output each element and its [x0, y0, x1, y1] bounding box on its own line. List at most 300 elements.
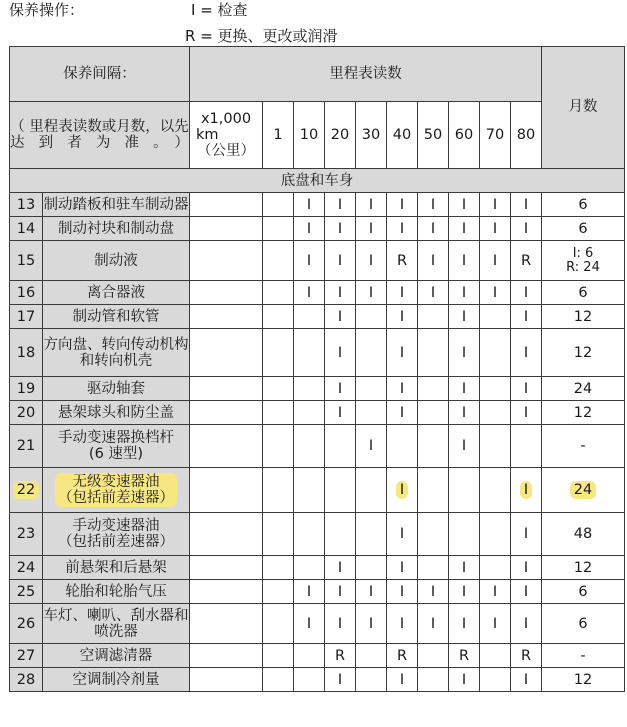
schedule-mark: I: [461, 220, 467, 237]
schedule-cell: [511, 468, 542, 513]
condition-note: （ 里程表读数或月数，以先达到者为准。）: [10, 102, 190, 169]
schedule-mark: I: [337, 671, 343, 688]
months-cell: [542, 425, 625, 468]
schedule-cell: [418, 556, 449, 580]
schedule-cell: [294, 580, 325, 604]
schedule-mark: I: [430, 284, 436, 301]
unit-line-2: km: [196, 127, 219, 143]
item-name-text: 离合器液: [87, 284, 145, 301]
item-number-text: 20: [16, 404, 36, 421]
item-number-text: 28: [16, 671, 36, 688]
schedule-mark: I: [337, 344, 343, 361]
schedule-cell: [449, 468, 480, 513]
schedule-cell: [356, 193, 387, 217]
item-number: [10, 241, 43, 281]
schedule-cell: [263, 513, 294, 556]
item-name-text: 车灯、喇叭、刮水器和喷洗器: [43, 607, 189, 640]
schedule-cell: [480, 580, 511, 604]
schedule-cell: [418, 329, 449, 377]
item-number-text: 16: [16, 284, 36, 301]
schedule-cell: [449, 556, 480, 580]
months-cell: [542, 644, 625, 668]
item-number-text: 26: [16, 615, 36, 632]
item-name-text: 前悬架和后悬架: [65, 559, 167, 576]
months-value: 6: [578, 220, 588, 237]
schedule-mark: I: [337, 252, 343, 269]
schedule-mark: R: [334, 647, 346, 664]
schedule-mark: I: [492, 615, 498, 632]
months-value: 12: [573, 559, 593, 576]
mileage-1: 1: [263, 102, 294, 169]
schedule-cell: [449, 425, 480, 468]
item-number: [10, 377, 43, 401]
mileage-70: 70: [480, 102, 511, 169]
schedule-cell: [480, 556, 511, 580]
schedule-cell: [480, 604, 511, 644]
schedule-cell: [263, 241, 294, 281]
months-cell: [542, 281, 625, 305]
schedule-cell: [418, 468, 449, 513]
schedule-cell: [356, 556, 387, 580]
schedule-cell: [356, 468, 387, 513]
unit-cell: [190, 401, 263, 425]
schedule-cell: [449, 604, 480, 644]
schedule-cell: [418, 425, 449, 468]
legend-inspect-definition: I = 检查: [191, 1, 248, 19]
schedule-cell: [449, 329, 480, 377]
schedule-cell: [387, 580, 418, 604]
schedule-mark: I: [306, 252, 312, 269]
schedule-cell: [263, 425, 294, 468]
schedule-cell: [356, 425, 387, 468]
schedule-mark: I: [523, 196, 529, 213]
schedule-cell: [387, 305, 418, 329]
item-number-text: 14: [16, 220, 36, 237]
schedule-mark: R: [396, 647, 408, 664]
item-number: [10, 556, 43, 580]
schedule-cell: [418, 668, 449, 692]
schedule-cell: [294, 329, 325, 377]
schedule-cell: [511, 305, 542, 329]
item-number: [10, 644, 43, 668]
schedule-cell: [294, 305, 325, 329]
schedule-cell: [325, 401, 356, 425]
months-cell: [542, 513, 625, 556]
unit-cell: [190, 193, 263, 217]
mileage-10: 10: [294, 102, 325, 169]
item-number: [10, 513, 43, 556]
legend-replace-definition: R = 更换、更改或润滑: [185, 27, 338, 45]
schedule-cell: [418, 580, 449, 604]
table-row: [10, 556, 625, 580]
schedule-cell: [356, 513, 387, 556]
months-cell: [542, 604, 625, 644]
schedule-cell: [418, 377, 449, 401]
schedule-mark: I: [461, 671, 467, 688]
schedule-cell: [418, 241, 449, 281]
table-row: [10, 329, 625, 377]
schedule-cell: [387, 329, 418, 377]
item-name-text: 制动液: [94, 252, 138, 269]
schedule-mark: I: [337, 284, 343, 301]
schedule-mark: I: [461, 559, 467, 576]
months-cell: [542, 241, 625, 281]
schedule-mark: I: [399, 671, 405, 688]
item-number: [10, 425, 43, 468]
months-value: 12: [573, 308, 593, 325]
schedule-cell: [263, 329, 294, 377]
schedule-cell: [294, 468, 325, 513]
schedule-cell: [325, 513, 356, 556]
months-value: I: 6 R: 24: [566, 245, 600, 275]
schedule-cell: [387, 377, 418, 401]
schedule-cell: [418, 305, 449, 329]
months-value: 48: [573, 526, 593, 542]
schedule-mark: I: [396, 481, 408, 499]
schedule-mark: I: [430, 615, 436, 632]
schedule-mark: I: [523, 615, 529, 632]
schedule-cell: [511, 193, 542, 217]
schedule-cell: [356, 305, 387, 329]
schedule-cell: [511, 556, 542, 580]
schedule-cell: [294, 401, 325, 425]
schedule-cell: [325, 305, 356, 329]
schedule-cell: [263, 401, 294, 425]
schedule-cell: [511, 668, 542, 692]
table-row: [10, 425, 625, 468]
schedule-cell: [387, 668, 418, 692]
schedule-mark: I: [337, 615, 343, 632]
months-value: 24: [573, 380, 593, 397]
schedule-cell: [263, 604, 294, 644]
months-value: 12: [573, 671, 593, 688]
mileage-60: 60: [449, 102, 480, 169]
schedule-cell: [449, 377, 480, 401]
schedule-cell: [356, 217, 387, 241]
item-number: [10, 580, 43, 604]
schedule-cell: [387, 281, 418, 305]
item-number: [10, 468, 43, 513]
section-title: 底盘和车身: [10, 169, 625, 193]
item-name-text: 驱动轴套: [87, 380, 145, 397]
schedule-mark: I: [399, 284, 405, 301]
schedule-cell: [263, 193, 294, 217]
schedule-mark: I: [430, 220, 436, 237]
item-number-text: 24: [16, 559, 36, 576]
table-row: [10, 513, 625, 556]
schedule-mark: I: [399, 615, 405, 632]
schedule-mark: I: [520, 481, 532, 499]
schedule-mark: I: [399, 404, 405, 421]
item-name-text: 方向盘、转向传动机构和转向机壳: [43, 336, 189, 369]
schedule-cell: [511, 425, 542, 468]
schedule-cell: [480, 644, 511, 668]
schedule-cell: [387, 425, 418, 468]
item-name: [43, 377, 190, 401]
unit-cell: [190, 468, 263, 513]
schedule-mark: I: [337, 404, 343, 421]
item-name: [43, 329, 190, 377]
schedule-mark: I: [430, 196, 436, 213]
schedule-cell: [480, 217, 511, 241]
item-number-text: 18: [16, 344, 36, 361]
schedule-cell: [387, 604, 418, 644]
schedule-mark: I: [399, 583, 405, 600]
schedule-cell: [356, 604, 387, 644]
schedule-cell: [387, 644, 418, 668]
schedule-cell: [356, 580, 387, 604]
schedule-cell: [449, 241, 480, 281]
schedule-cell: [511, 580, 542, 604]
schedule-mark: I: [337, 559, 343, 576]
schedule-cell: [294, 281, 325, 305]
schedule-cell: [263, 377, 294, 401]
schedule-mark: I: [337, 220, 343, 237]
schedule-cell: [511, 644, 542, 668]
item-name: [43, 556, 190, 580]
months-cell: [542, 217, 625, 241]
schedule-cell: [449, 580, 480, 604]
item-name: [43, 193, 190, 217]
item-name-text: 轮胎和轮胎气压: [65, 583, 167, 600]
schedule-cell: [387, 513, 418, 556]
schedule-cell: [294, 644, 325, 668]
item-number: [10, 401, 43, 425]
schedule-cell: [480, 468, 511, 513]
schedule-cell: [449, 401, 480, 425]
schedule-cell: [294, 241, 325, 281]
schedule-cell: [480, 668, 511, 692]
schedule-cell: [418, 217, 449, 241]
unit-cell: [190, 425, 263, 468]
table-row: [10, 241, 625, 281]
item-number-text: 19: [16, 380, 36, 397]
item-number-text: 15: [16, 252, 36, 269]
months-value: 24: [570, 481, 596, 499]
item-number-text: 13: [16, 196, 36, 213]
schedule-cell: [294, 377, 325, 401]
months-value: -: [580, 647, 586, 664]
months-value: 12: [573, 344, 593, 361]
schedule-cell: [356, 668, 387, 692]
months-cell: [542, 305, 625, 329]
item-name: [43, 513, 190, 556]
months-cell: [542, 556, 625, 580]
schedule-cell: [263, 644, 294, 668]
item-name: [43, 604, 190, 644]
schedule-cell: [325, 241, 356, 281]
schedule-cell: [480, 193, 511, 217]
schedule-mark: I: [492, 196, 498, 213]
schedule-mark: I: [461, 583, 467, 600]
schedule-mark: I: [306, 583, 312, 600]
schedule-mark: I: [306, 220, 312, 237]
item-name-text: 制动踏板和驻车制动器: [43, 196, 189, 213]
schedule-cell: [387, 556, 418, 580]
item-number: [10, 193, 43, 217]
item-name-text: 制动管和软管: [72, 308, 160, 325]
schedule-mark: I: [306, 196, 312, 213]
mileage-80: 80: [511, 102, 542, 169]
schedule-mark: R: [458, 647, 470, 664]
schedule-cell: [480, 425, 511, 468]
schedule-cell: [356, 329, 387, 377]
schedule-cell: [294, 513, 325, 556]
schedule-mark: I: [461, 615, 467, 632]
unit-cell: [190, 513, 263, 556]
schedule-cell: [356, 241, 387, 281]
months-cell: [542, 329, 625, 377]
schedule-cell: [294, 668, 325, 692]
schedule-cell: [263, 668, 294, 692]
schedule-mark: I: [399, 344, 405, 361]
schedule-cell: [325, 468, 356, 513]
schedule-cell: [263, 468, 294, 513]
schedule-cell: [511, 604, 542, 644]
unit-cell: [190, 329, 263, 377]
schedule-cell: [418, 604, 449, 644]
schedule-mark: I: [523, 583, 529, 600]
schedule-mark: I: [399, 526, 405, 542]
schedule-mark: R: [396, 252, 408, 269]
schedule-mark: R: [520, 252, 532, 269]
schedule-cell: [325, 329, 356, 377]
months-cell: [542, 193, 625, 217]
schedule-cell: [480, 305, 511, 329]
schedule-cell: [325, 604, 356, 644]
item-number-text: 21: [16, 438, 36, 454]
schedule-mark: I: [492, 583, 498, 600]
months-cell: [542, 401, 625, 425]
item-number: [10, 668, 43, 692]
item-name-text: 空调滤清器: [79, 647, 153, 664]
schedule-mark: I: [337, 308, 343, 325]
schedule-cell: [325, 281, 356, 305]
schedule-cell: [294, 425, 325, 468]
schedule-mark: I: [461, 308, 467, 325]
schedule-cell: [449, 217, 480, 241]
table-row: [10, 193, 625, 217]
schedule-mark: I: [399, 308, 405, 325]
interval-label: 保养间隔：: [10, 47, 190, 102]
schedule-cell: [511, 513, 542, 556]
schedule-mark: I: [368, 583, 374, 600]
table-row: [10, 217, 625, 241]
schedule-mark: I: [523, 308, 529, 325]
schedule-cell: [294, 193, 325, 217]
schedule-cell: [480, 377, 511, 401]
schedule-mark: I: [523, 671, 529, 688]
item-number: [10, 217, 43, 241]
schedule-mark: I: [399, 220, 405, 237]
schedule-mark: I: [368, 284, 374, 301]
schedule-mark: I: [461, 252, 467, 269]
item-number: [10, 281, 43, 305]
schedule-cell: [418, 401, 449, 425]
item-name: [43, 425, 190, 468]
item-number: [10, 305, 43, 329]
unit-cell: [190, 604, 263, 644]
unit-cell: [190, 644, 263, 668]
schedule-mark: I: [492, 284, 498, 301]
unit-cell: [190, 556, 263, 580]
unit-cell: [190, 377, 263, 401]
schedule-cell: [325, 193, 356, 217]
table-row: [10, 644, 625, 668]
mileage-50: 50: [418, 102, 449, 169]
unit-cell: [190, 217, 263, 241]
unit-cell: [190, 241, 263, 281]
schedule-cell: [449, 644, 480, 668]
schedule-cell: [511, 241, 542, 281]
table-row: [10, 305, 625, 329]
schedule-cell: [325, 580, 356, 604]
schedule-cell: [356, 377, 387, 401]
schedule-cell: [263, 217, 294, 241]
unit-cell: [190, 668, 263, 692]
table-row: [10, 377, 625, 401]
schedule-cell: [449, 193, 480, 217]
schedule-cell: [387, 401, 418, 425]
schedule-mark: I: [368, 615, 374, 632]
item-name: [43, 241, 190, 281]
schedule-cell: [449, 513, 480, 556]
schedule-cell: [480, 281, 511, 305]
months-cell: [542, 668, 625, 692]
table-row: [10, 604, 625, 644]
mileage-30: 30: [356, 102, 387, 169]
schedule-cell: [480, 241, 511, 281]
item-name-text: 无级变速器油 （包括前差速器）: [55, 473, 177, 507]
item-name-text: 手动变速器换档杆 (6 速型): [58, 430, 174, 462]
months-value: 6: [578, 583, 588, 600]
schedule-mark: I: [523, 526, 529, 542]
schedule-mark: I: [523, 404, 529, 421]
schedule-cell: [263, 556, 294, 580]
item-name-text: 悬架球头和防尘盖: [58, 404, 174, 421]
schedule-mark: I: [461, 344, 467, 361]
schedule-cell: [356, 281, 387, 305]
months-value: 6: [578, 284, 588, 301]
schedule-mark: I: [306, 284, 312, 301]
unit-cell: [190, 281, 263, 305]
item-number-text: 25: [16, 583, 36, 600]
schedule-mark: I: [368, 220, 374, 237]
item-number-text: 23: [16, 526, 36, 542]
months-cell: [542, 580, 625, 604]
schedule-cell: [387, 241, 418, 281]
schedule-cell: [449, 668, 480, 692]
schedule-cell: [263, 305, 294, 329]
schedule-mark: I: [461, 438, 467, 454]
table-row: [10, 580, 625, 604]
schedule-cell: [418, 193, 449, 217]
schedule-mark: I: [430, 252, 436, 269]
schedule-mark: I: [523, 380, 529, 397]
schedule-cell: [294, 556, 325, 580]
schedule-mark: R: [520, 647, 532, 664]
item-name: [43, 580, 190, 604]
months-value: 6: [578, 196, 588, 213]
schedule-cell: [356, 401, 387, 425]
item-number-text: 17: [16, 308, 36, 325]
schedule-mark: I: [306, 615, 312, 632]
item-number-text: 22: [13, 481, 39, 499]
schedule-mark: I: [368, 252, 374, 269]
schedule-mark: I: [461, 284, 467, 301]
table-row: [10, 468, 625, 513]
schedule-cell: [511, 217, 542, 241]
